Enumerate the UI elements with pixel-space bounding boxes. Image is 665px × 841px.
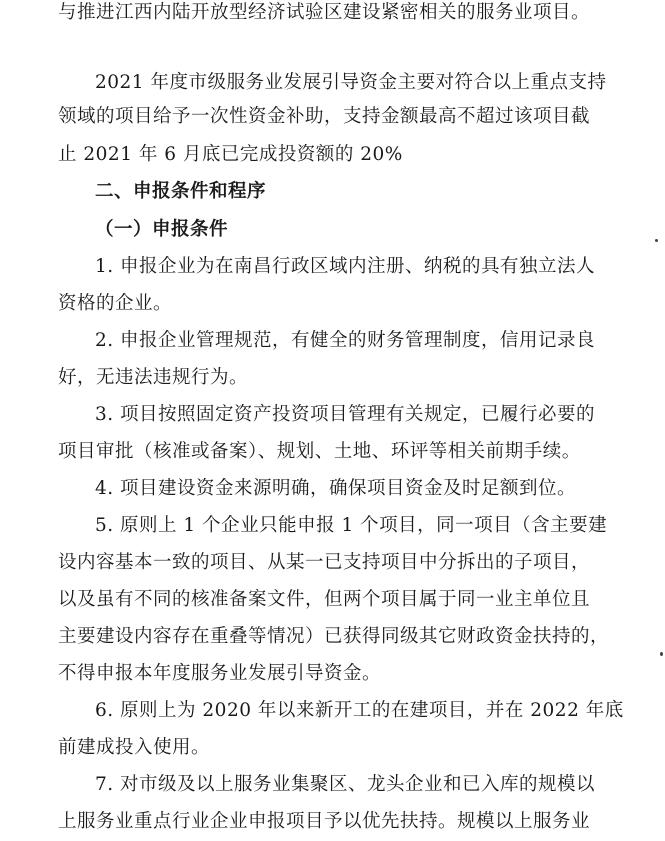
text-line: 好，无违法违规行为。 — [58, 367, 249, 388]
paragraph-line: 5. 原则上 1 个企业只能申报 1 个项目，同一项目（含主要建 — [95, 515, 608, 536]
text-line: 止 2021 年 6 月底已完成投资额的 20% — [58, 144, 403, 165]
text-line: 以及虽有不同的核准备案文件，但两个项目属于同一业主单位且 — [58, 589, 591, 610]
paragraph-line: 2. 申报企业管理规范，有健全的财务管理制度，信用记录良 — [95, 330, 596, 351]
paragraph-line: 3. 项目按照固定资产投资项目管理有关规定，已履行必要的 — [95, 404, 596, 425]
paragraph-line: 6. 原则上为 2020 年以来新开工的在建项目，并在 2022 年底 — [95, 700, 624, 721]
scan-speck — [660, 652, 663, 656]
text-line: 项目审批（核准或备案）、规划、土地、环评等相关前期手续。 — [58, 441, 581, 462]
text-line: 领域的项目给予一次性资金补助，支持金额最高不超过该项目截 — [58, 106, 591, 127]
paragraph-line: 7. 对市级及以上服务业集聚区、龙头企业和已入库的规模以 — [95, 774, 596, 795]
paragraph-line: 4. 项目建设资金来源明确，确保项目资金及时足额到位。 — [95, 478, 577, 499]
text-line: 前建成投入使用。 — [58, 737, 211, 758]
paragraph-line: 2021 年度市级服务业发展引导资金主要对符合以上重点支持 — [95, 72, 607, 93]
text-line: 设内容基本一致的项目、从某一已支持项目中分拆出的子项目， — [58, 552, 591, 573]
subsection-heading: （一）申报条件 — [95, 219, 229, 240]
paragraph-line: 1. 申报企业为在南昌行政区域内注册、纳税的具有独立法人 — [95, 256, 596, 277]
text-line: 上服务业重点行业企业申报项目予以优先扶持。规模以上服务业 — [58, 811, 591, 832]
text-line: 与推进江西内陆开放型经济试验区建设紧密相关的服务业项目。 — [58, 2, 591, 23]
text-line: 不得申报本年度服务业发展引导资金。 — [58, 663, 382, 684]
text-line: 资格的企业。 — [58, 293, 173, 314]
text-line: 主要建设内容存在重叠等情况）已获得同级其它财政资金扶持的， — [58, 626, 610, 647]
scan-speck — [655, 239, 658, 242]
section-heading: 二、申报条件和程序 — [95, 181, 267, 202]
